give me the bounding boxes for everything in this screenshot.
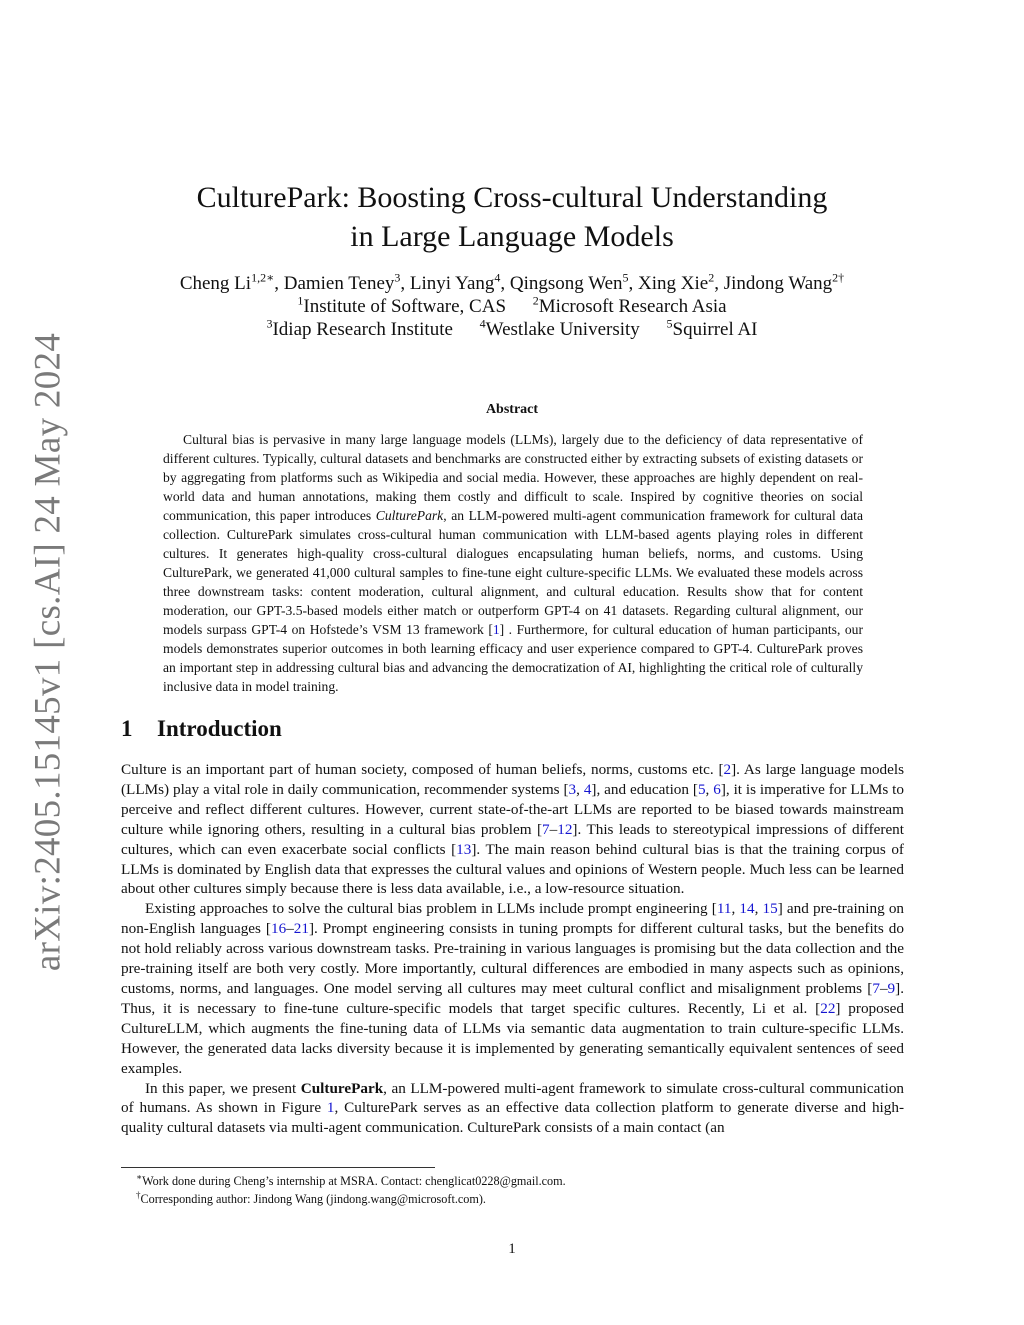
author-name: Jindong Wang [723, 273, 833, 294]
citation-link[interactable]: 15 [762, 900, 778, 918]
framework-name: CulturePark [300, 1079, 384, 1097]
section-number: 1 [121, 716, 133, 741]
author-list [0, 272, 1024, 295]
author-affiliation-marker: 1,2 [251, 270, 267, 285]
paragraph-text: ] proposed CultureLLM, which augments the fine-tuning data of LLMs via semantic data augmentation to train culture-specific LLMs. However, the generated data lacks diversity because it is implemented by generating semantically equivalent sentences of seed examples. [121, 999, 904, 1077]
footnote-marker: † [136, 1189, 141, 1200]
citation-link[interactable]: 2 [723, 761, 732, 778]
citation-link[interactable]: 5 [697, 780, 706, 798]
author-name: Linyi Yang [409, 273, 495, 294]
title-line-2: in Large Language Models [350, 220, 674, 253]
abstract-body [163, 430, 863, 696]
paragraph-text: In this paper, we present [145, 1079, 301, 1097]
citation-link[interactable]: 3 [568, 780, 577, 798]
paragraph-text: ]. Thus, it is necessary to fine-tune culture-specific models that target specific cultures. Recently, Li et al. [ [121, 979, 904, 1017]
arxiv-identifier-stamp: arXiv:2405.15145v1 [cs.AI] 24 May 2024 [27, 332, 69, 972]
citation-link[interactable]: 4 [583, 780, 592, 798]
citation-link[interactable]: 16 [271, 920, 287, 938]
author-affiliation-marker: 2 [708, 270, 715, 285]
abstract-framework-name: CulturePark [375, 508, 444, 523]
footnote-text: Corresponding author: Jindong Wang (jindong.wang@microsoft.com). [140, 1192, 486, 1206]
author-affiliation-marker: 5 [622, 270, 629, 285]
citation-link[interactable]: 1 [492, 622, 500, 637]
paragraph [121, 760, 904, 899]
author-name: Xing Xie [638, 273, 709, 294]
citation-link[interactable]: 22 [820, 999, 836, 1017]
citation-link[interactable]: 11 [716, 900, 732, 918]
abstract-text-3: ] . Furthermore, for cultural education of human participants, our models demonstrates superior outcomes in both learning efficacy and user experience compared to GPT-4. CulturePark proves an important step in addressing cultural bias and advancing the democratization of AI, highlighting the critical role of culturally inclusive data in model training. [163, 622, 863, 694]
author-affiliation-marker: 4 [494, 270, 501, 285]
paragraph-text: ]. Prompt engineering consists in tuning prompts for different cultural tasks, but the benefits do not hold reliably across various downstream tasks. Pre-training in various languages is promising but the data collection and the pre-training itself are both very costly. More importantly, cultural differences are embodied in many aspects such as opinions, customs, norms, and languages. One model serving all cultures may meet cultural conflict and misalignment problems [ [121, 920, 904, 997]
citation-link[interactable]: 21 [293, 920, 309, 938]
paragraph-text: – [549, 820, 558, 838]
introduction-body [121, 760, 904, 1138]
affiliation-2: $^2$Microsoft Research Asia [532, 293, 727, 317]
paragraph-text: , CulturePark serves as an effective data collection platform to generate diverse and high-quality cultural datasets via multi-agent communication. CulturePark consists of a main contact (an [121, 1099, 905, 1137]
affiliations-line-2 [0, 318, 1024, 341]
author-affiliation-marker: 3 [394, 270, 401, 285]
page-number: 1 [508, 1241, 516, 1257]
paragraph-text: ] and pre-training on non-English languages [ [121, 900, 905, 938]
citation-link[interactable]: 14 [739, 900, 755, 918]
paragraph-text: ], it is imperative for LLMs to perceive and reflect different cultures. However, current state-of-the-art LLMs are reported to be biased towards mainstream culture while ignoring others, resulting in a cultural bias problem [ [121, 780, 904, 838]
paragraph-text: , [576, 780, 584, 798]
paragraph-text: , an LLM-powered multi-agent framework to simulate cross-cultural communication of humans. As shown in Figure [121, 1079, 905, 1117]
author-separator: , [274, 273, 284, 294]
footnote-marker: ∗ [136, 1171, 143, 1182]
affiliation-4: $^4$Westlake University [479, 316, 640, 340]
footnote-text: Work done during Cheng’s internship at MSRA. Contact: chenglicat0228@gmail.com. [142, 1174, 566, 1188]
citation-link[interactable]: 7 [542, 820, 550, 838]
section-title: Introduction [157, 716, 282, 741]
footnote [136, 1190, 566, 1208]
citation-link[interactable]: 1 [326, 1099, 335, 1117]
citation-link[interactable]: 12 [557, 820, 573, 838]
author-footnote-marker: ∗ [266, 270, 275, 285]
affiliation-5: $^5$Squirrel AI [666, 316, 758, 340]
paragraph-text: , [705, 780, 714, 798]
citation-link[interactable]: 7 [872, 979, 880, 997]
paragraph-text: Existing approaches to solve the cultural bias problem in LLMs include prompt engineering [ [145, 900, 717, 918]
citation-link[interactable]: 9 [887, 979, 896, 997]
paragraph-text: Culture is an important part of human society, composed of human beliefs, norms, customs etc. [ [121, 761, 724, 778]
paper-title [0, 178, 1024, 256]
title-line-1: CulturePark: Boosting Cross-cultural Understanding [196, 181, 828, 214]
abstract-text-2: , an LLM-powered multi-agent communication framework for cultural data collection. CulturePark simulates cross-cultural human communication with LLM-based agents playing roles in different cultures. It generates high-quality cross-cultural dialogues encapsulating human beliefs, norms, and customs. Using CulturePark, we generated 41,000 cultural samples to fine-tune eight culture-specific LLMs. We evaluated these models across three downstream tasks: content moderation, cultural alignment, and cultural education. Results show that for content moderation, our GPT-3.5-based models either match or outperform GPT-4 on 41 datasets. Regarding cultural alignment, our models surpass GPT-4 on Hofstede’s VSM 13 framework [ [163, 508, 863, 637]
section-heading [121, 716, 282, 742]
paragraph-text: ]. As large language models (LLMs) play a vital role in daily communication, recommender systems [ [121, 761, 904, 798]
author-name: Qingsong Wen [509, 273, 623, 294]
paragraph-text: ]. The main reason behind cultural bias is that the training corpus of LLMs is dominated by English data that expresses the cultural values and opinions of Western people. Much less can be learned about other cultures simply because there is less data available, i.e., a low-resource situation. [121, 840, 904, 898]
author-affiliation-marker: 2† [832, 270, 845, 285]
paragraph-text: ], and education [ [591, 780, 698, 798]
footnote-divider [121, 1167, 435, 1168]
paragraph-text: ]. This leads to stereotypical impressions of different cultures, which can even exacerbate social conflicts [ [121, 820, 904, 858]
citation-link[interactable]: 6 [713, 780, 721, 798]
author-separator: , [500, 273, 510, 294]
affiliation-1: $^1$Institute of Software, CAS [297, 293, 507, 317]
paragraph [121, 899, 904, 1078]
abstract-heading: Abstract [485, 402, 539, 417]
footnote [136, 1172, 566, 1190]
author-separator: , [628, 273, 639, 294]
paragraph-text: , [754, 900, 763, 918]
paragraph [121, 1079, 904, 1139]
affiliation-3: $^3$Idiap Research Institute [266, 316, 453, 340]
author-separator: , [714, 273, 724, 294]
paragraph-text: , [731, 900, 740, 918]
paragraph-text: – [879, 979, 888, 997]
author-separator: , [400, 273, 410, 294]
paragraph-text: – [286, 920, 294, 938]
footnotes [136, 1172, 566, 1208]
authors-block [0, 272, 1024, 341]
abstract-text-1: Cultural bias is pervasive in many large language models (LLMs), largely due to the deficiency of data representative of different cultures. Typically, cultural datasets and benchmarks are constructed either by extracting subsets of existing datasets or by aggregating from platforms such as Wikipedia and social media. However, these approaches are highly dependent on real-world data and human annotations, making them costly and difficult to scale. Inspired by cognitive theories on social communication, this paper introduces [163, 432, 863, 523]
author-name: Damien Teney [283, 273, 395, 294]
affiliations-line-1 [0, 295, 1024, 318]
citation-link[interactable]: 13 [456, 840, 472, 858]
author-name: Cheng Li [179, 273, 252, 294]
